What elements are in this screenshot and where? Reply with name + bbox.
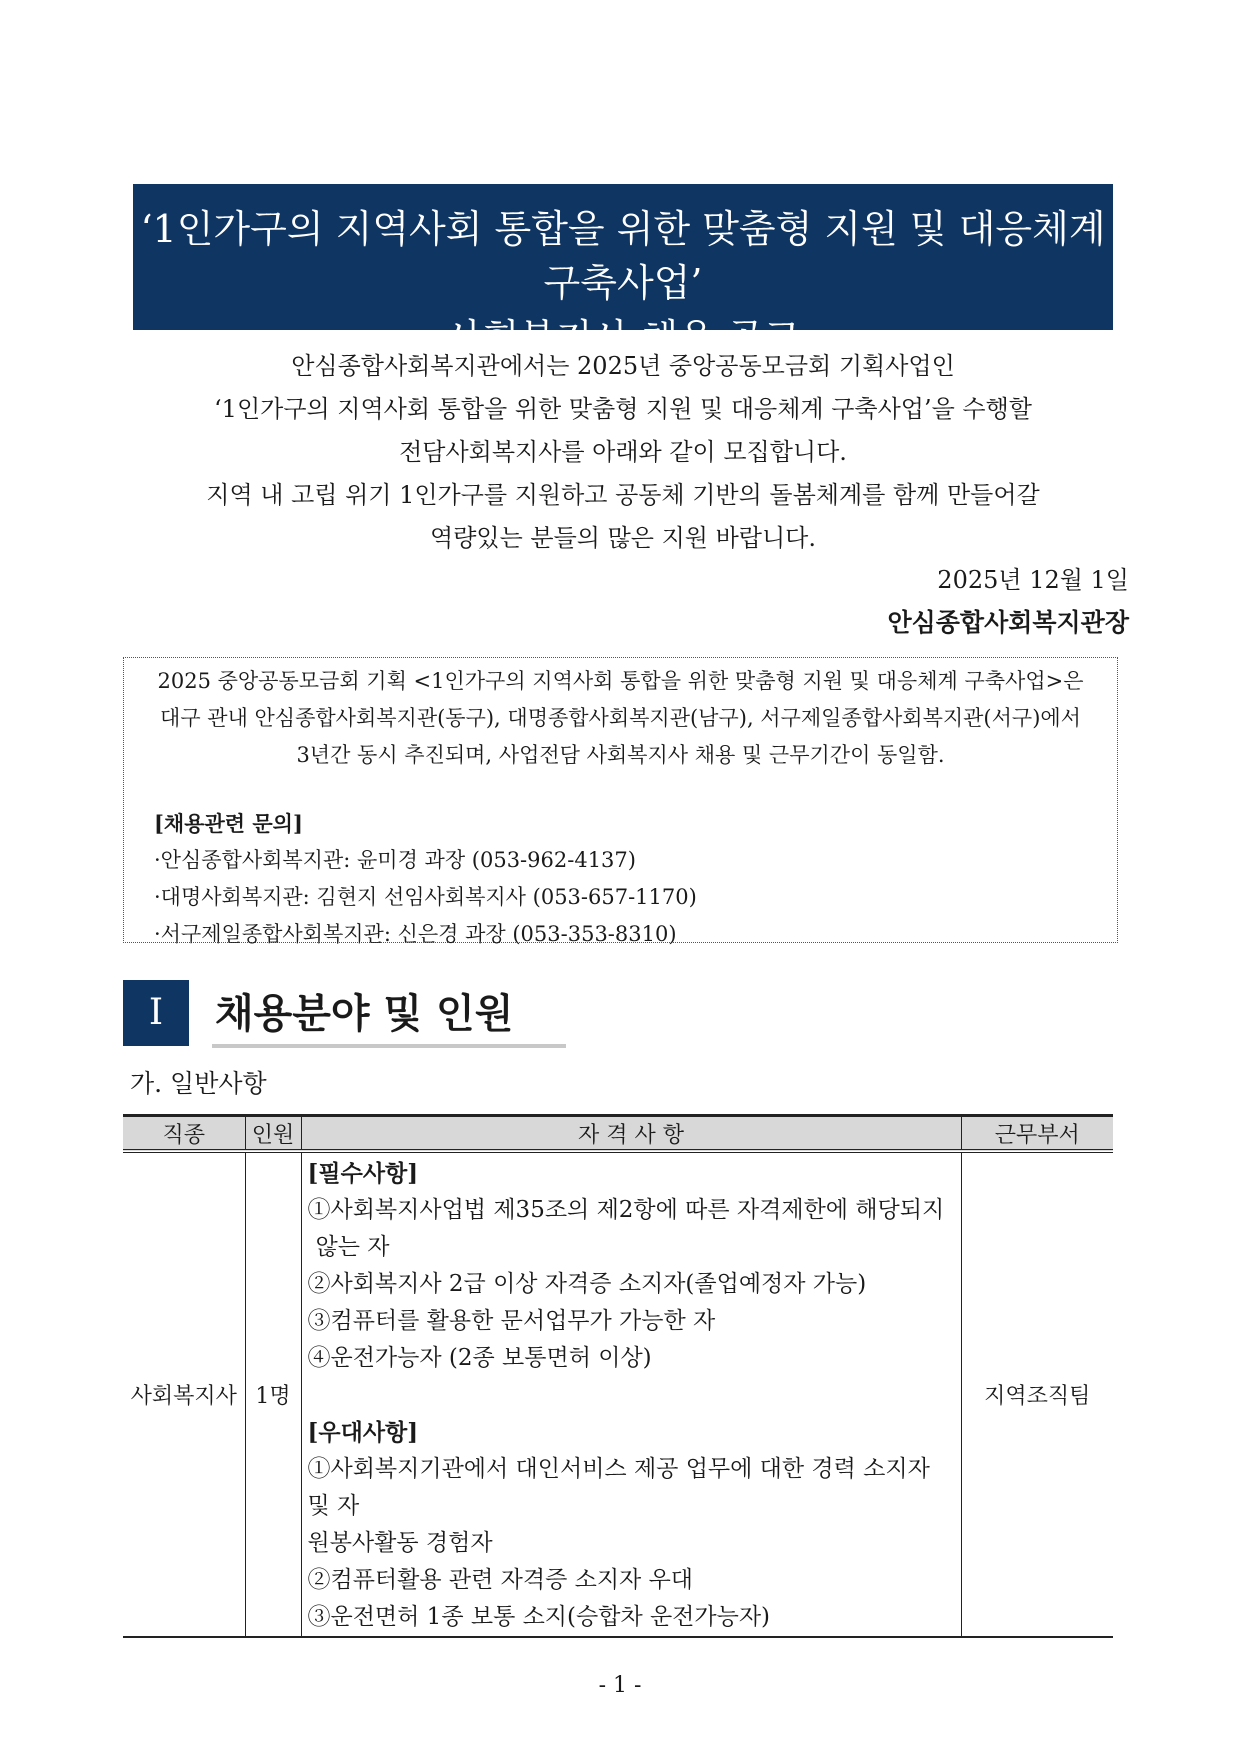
inquiry-contact: ·대명사회복지관: 김현지 선임사회복지사 (053-657-1170): [154, 885, 697, 909]
preferred-item: ①사회복지기관에서 대인서비스 제공 업무에 대한 경력 소지자 및 자: [307, 1456, 930, 1519]
inquiry-title: [채용관련 문의]: [154, 811, 303, 836]
required-title: [필수사항]: [307, 1160, 419, 1187]
notice-description: [124, 658, 1117, 774]
notice-line: 2025 중앙공동모금회 기획 <1인가구의 지역사회 통합을 위한 맞춤형 지원 및 대응체계 구축사업>은: [157, 669, 1084, 693]
spacer: [308, 1377, 959, 1414]
table-row: [123, 1151, 1113, 1637]
intro-line: 전담사회복지사를 아래와 같이 모집합니다.: [399, 438, 847, 466]
header-department: 근무부서: [961, 1116, 1113, 1152]
page-number: - 1 -: [598, 1673, 642, 1698]
preferred-title: [우대사항]: [307, 1419, 419, 1446]
header-count: 인원: [245, 1116, 301, 1152]
notice-line: 3년간 동시 추진되며, 사업전담 사회복지사 채용 및 근무기간이 동일함.: [296, 743, 945, 767]
announcement-date: 2025년 12월 1일: [937, 566, 1129, 594]
section-title: 채용분야 및 인원: [215, 991, 514, 1037]
preferred-item: ③운전면허 1종 보통 소지(승합차 운전가능자): [307, 1604, 771, 1630]
cell-job: 사회복지사: [123, 1151, 245, 1637]
notice-line: 대구 관내 안심종합사회복지관(동구), 대명종합사회복지관(남구), 서구제일종합사회복지관(서구)에서: [160, 706, 1081, 730]
required-item: ①사회복지사업법 제35조의 제2항에 따른 자격제한에 해당되지: [307, 1197, 945, 1223]
required-item: ②사회복지사 2급 이상 자격증 소지자(졸업예정자 가능): [307, 1271, 867, 1297]
header-qualifications: 자 격 사 항: [301, 1116, 961, 1152]
preferred-item: ②컴퓨터활용 관련 자격증 소지자 우대: [307, 1567, 694, 1593]
cell-department: 지역조직팀: [961, 1151, 1113, 1637]
intro-line: 지역 내 고립 위기 1인가구를 지원하고 공동체 기반의 돌봄체계를 함께 만들어갈: [206, 481, 1040, 509]
title-banner: [133, 184, 1113, 360]
inquiry-contact: ·안심종합사회복지관: 윤미경 과장 (053-962-4137): [154, 848, 636, 872]
intro-paragraph: [133, 345, 1113, 560]
required-item: ④운전가능자 (2종 보통면허 이상): [307, 1345, 652, 1371]
section-underline: [212, 1044, 566, 1048]
title-line-2: 사회복지사 채용 공고: [445, 316, 801, 360]
section-number: Ⅰ: [123, 980, 189, 1046]
intro-line: ‘1인가구의 지역사회 통합을 위한 맞춤형 지원 및 대응체계 구축사업’을 수행할: [214, 395, 1032, 423]
cell-count: 1명: [245, 1151, 301, 1637]
header-job: 직종: [123, 1116, 245, 1152]
preferred-item: 원봉사활동 경험자: [307, 1530, 493, 1556]
inquiry-contact: ·서구제일종합사회복지관: 신은경 과장 (053-353-8310): [154, 922, 677, 946]
intro-line: 역량있는 분들의 많은 지원 바랍니다.: [430, 524, 816, 552]
required-item: ③컴퓨터를 활용한 문서업무가 가능한 자: [307, 1308, 716, 1334]
subsection-title: 가. 일반사항: [130, 1069, 267, 1098]
recruitment-table: [123, 1114, 1113, 1638]
cell-qualifications: [301, 1151, 961, 1637]
intro-line: 안심종합사회복지관에서는 2025년 중앙공동모금회 기획사업인: [291, 352, 955, 380]
title-line-1: ‘1인가구의 지역사회 통합을 위한 맞춤형 지원 및 대응체계 구축사업’: [140, 207, 1106, 305]
table-header-row: [123, 1116, 1113, 1152]
inquiry-block: [154, 805, 697, 953]
notice-box: [123, 657, 1118, 946]
required-item: 않는 자: [315, 1234, 390, 1260]
signer: 안심종합사회복지관장: [887, 608, 1129, 637]
